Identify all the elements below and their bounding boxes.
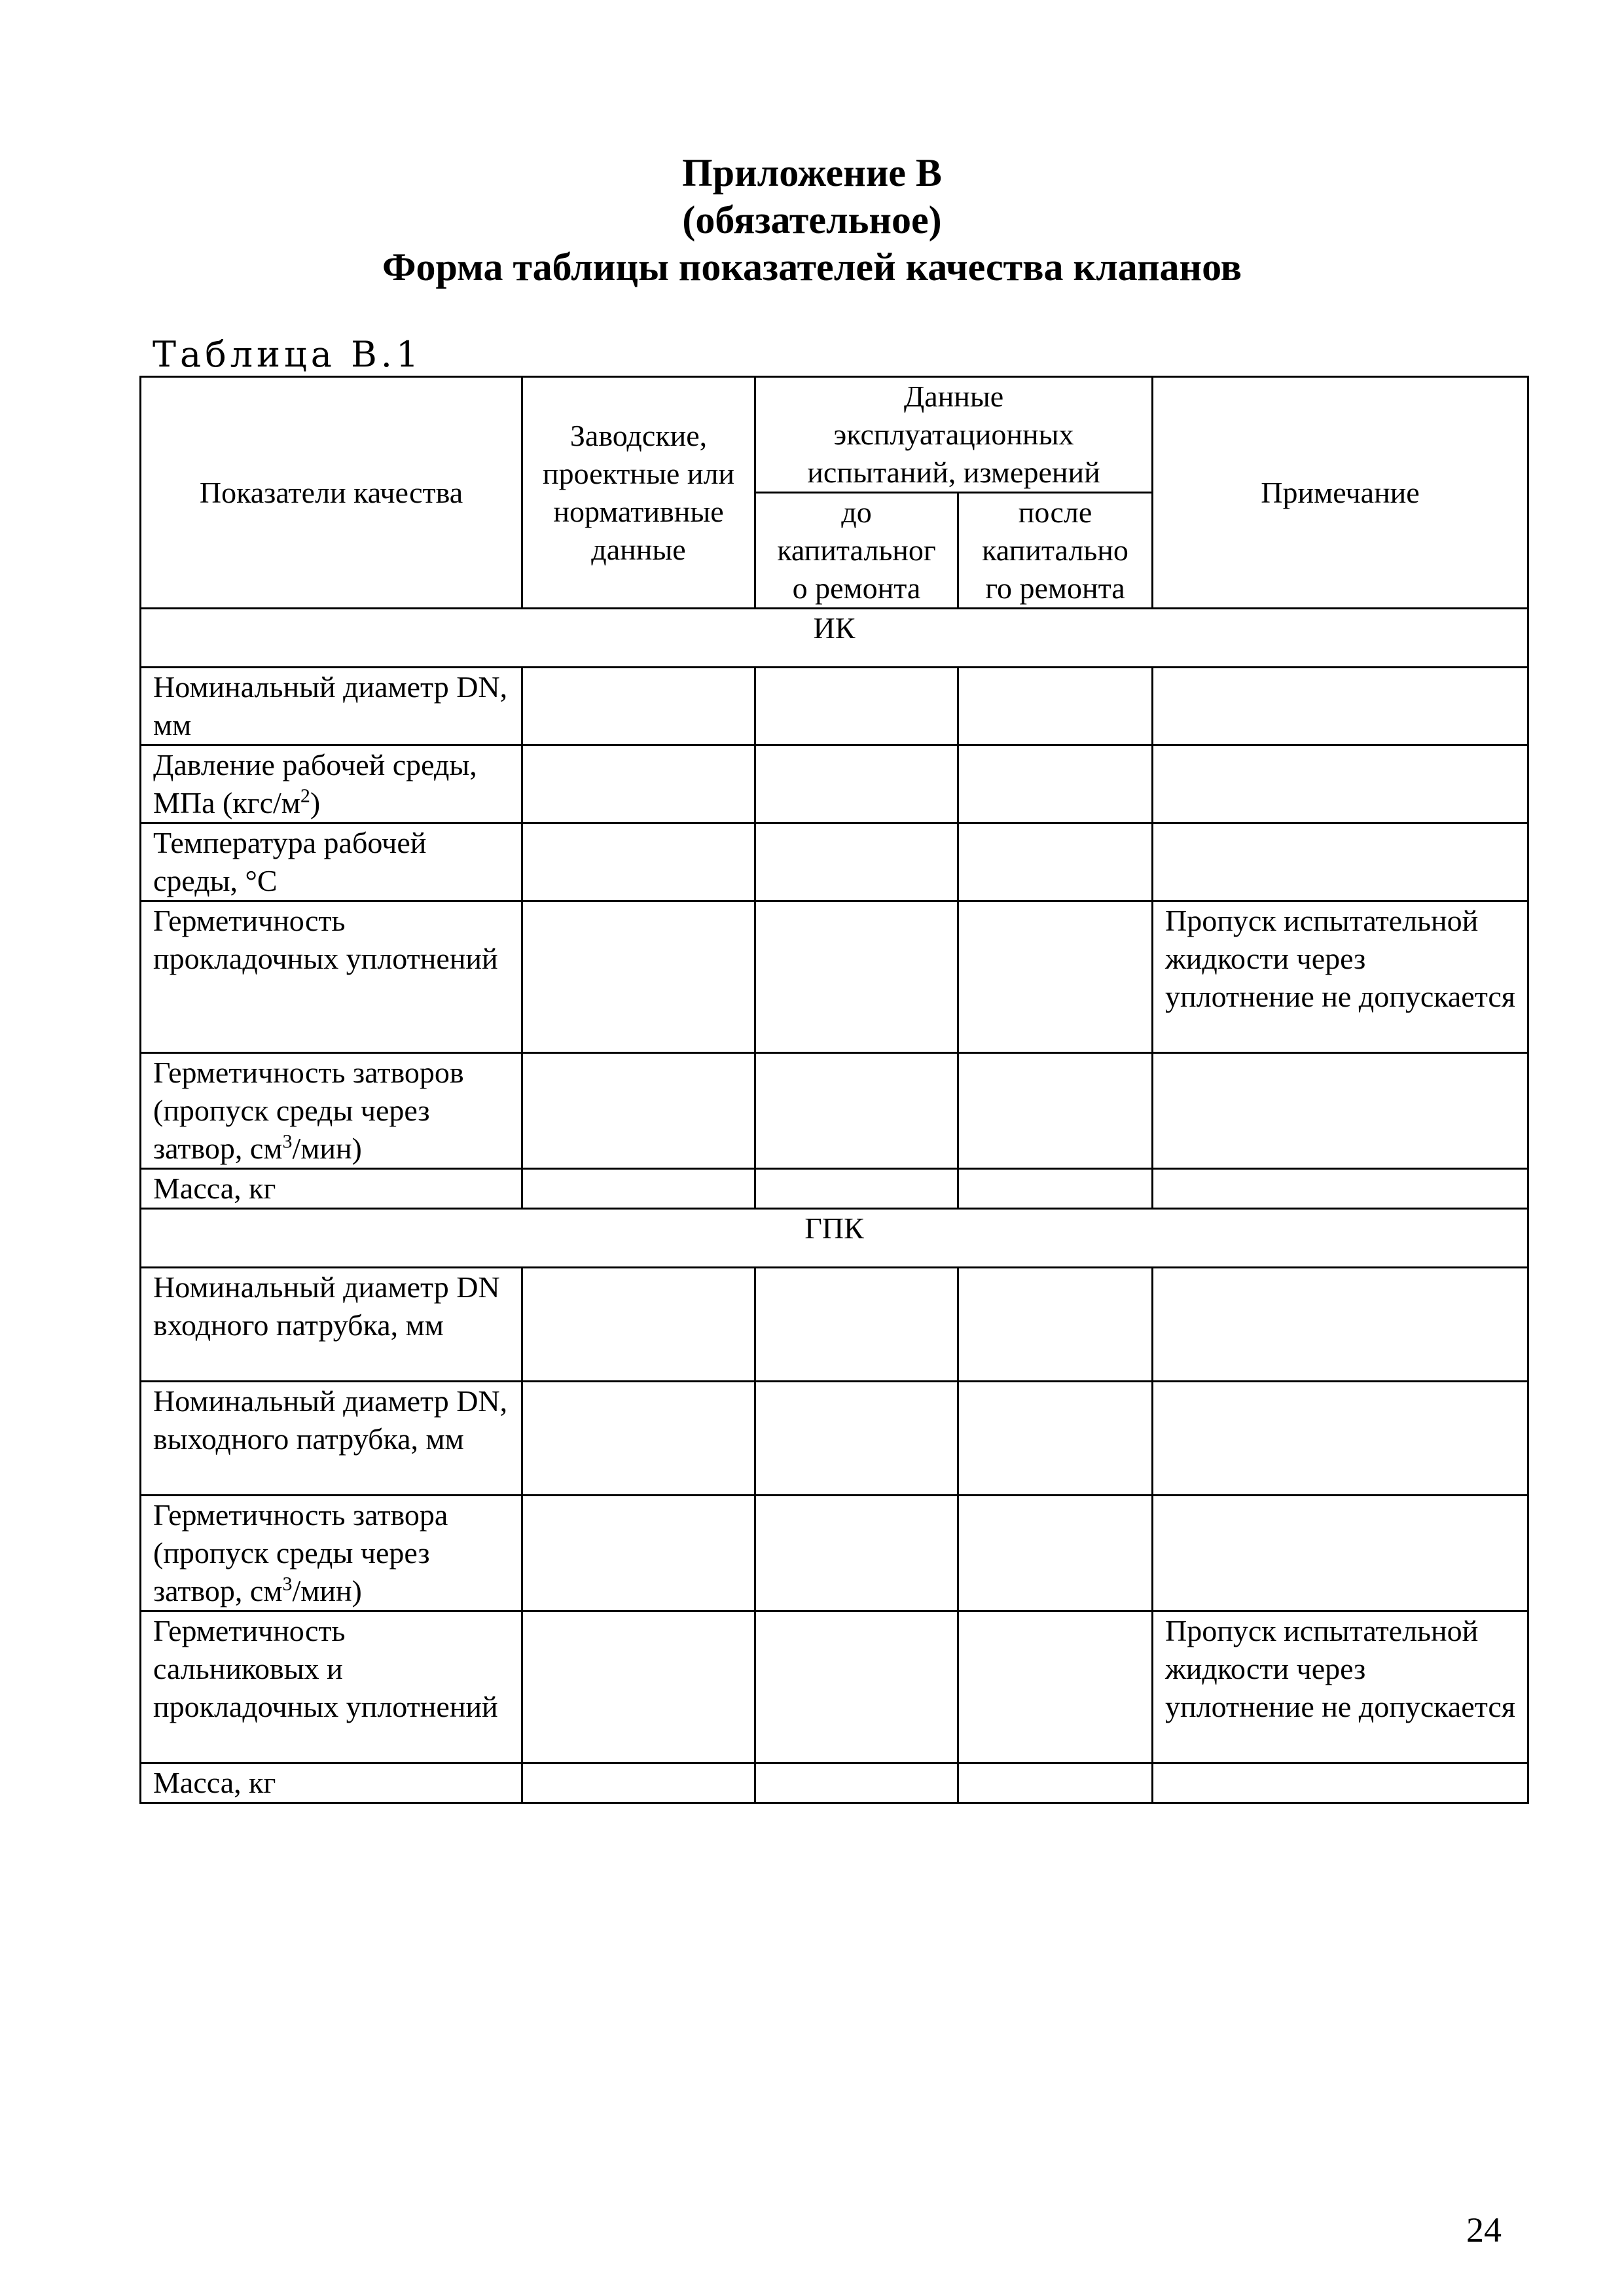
factory-value[interactable]	[522, 1382, 755, 1496]
note-cell	[1153, 1382, 1528, 1496]
table-caption: Таблица В.1	[153, 334, 423, 375]
note-cell	[1153, 1268, 1528, 1382]
row-label: Температура рабочей среды, °С	[141, 823, 522, 901]
factory-value[interactable]	[522, 1053, 755, 1169]
after-repair-value[interactable]	[958, 823, 1153, 901]
table-row	[141, 1382, 1528, 1496]
col-header-before-repair: до капитальног о ремонта	[755, 493, 958, 609]
appendix-title-line3: Форма таблицы показателей качества клапанов	[382, 245, 1242, 289]
appendix-title-line1: Приложение В	[682, 151, 942, 194]
table-row	[141, 1496, 1528, 1611]
before-repair-value[interactable]	[755, 1268, 958, 1382]
factory-value[interactable]	[522, 1763, 755, 1803]
before-repair-value[interactable]	[755, 901, 958, 1053]
row-label: Масса, кг	[141, 1169, 522, 1209]
after-repair-value[interactable]	[958, 1496, 1153, 1611]
table-row	[141, 823, 1528, 901]
after-repair-value[interactable]	[958, 1053, 1153, 1169]
col-header-quality: Показатели качества	[141, 377, 522, 609]
after-repair-value[interactable]	[958, 1382, 1153, 1496]
section-row	[141, 1209, 1528, 1268]
table-row	[141, 1169, 1528, 1209]
row-label-text-end: )	[310, 786, 321, 819]
note-cell: Пропуск испытательной жидкости через уплотнение не допускается	[1153, 1611, 1528, 1763]
factory-value[interactable]	[522, 1611, 755, 1763]
before-repair-value[interactable]	[755, 1763, 958, 1803]
row-label-text-end: /мин)	[292, 1574, 362, 1607]
row-label: Масса, кг	[141, 1763, 522, 1803]
note-cell	[1153, 745, 1528, 823]
row-label-superscript: 2	[300, 785, 310, 807]
note-cell	[1153, 1763, 1528, 1803]
table-row	[141, 901, 1528, 1053]
note-cell	[1153, 668, 1528, 745]
header-row	[141, 377, 1528, 493]
before-repair-value[interactable]	[755, 1611, 958, 1763]
before-repair-value[interactable]	[755, 1169, 958, 1209]
row-label: Номинальный диаметр DN, мм	[141, 668, 522, 745]
note-cell	[1153, 1169, 1528, 1209]
after-repair-value[interactable]	[958, 1763, 1153, 1803]
table-row	[141, 1268, 1528, 1382]
row-label-text: Герметичность затвора (пропуск среды через затвор, см	[153, 1498, 448, 1607]
after-repair-value[interactable]	[958, 1169, 1153, 1209]
row-label	[141, 1053, 522, 1169]
table-row	[141, 745, 1528, 823]
before-repair-value[interactable]	[755, 1053, 958, 1169]
before-repair-value[interactable]	[755, 823, 958, 901]
factory-value[interactable]	[522, 668, 755, 745]
table-row	[141, 668, 1528, 745]
row-label-superscript: 3	[282, 1573, 293, 1595]
table-row	[141, 1763, 1528, 1803]
appendix-title	[0, 149, 1624, 291]
row-label: Номинальный диаметр DN, выходного патрубка, мм	[141, 1382, 522, 1496]
after-repair-value[interactable]	[958, 745, 1153, 823]
col-header-factory: Заводские, проектные или нормативные данные	[522, 377, 755, 609]
note-cell	[1153, 1496, 1528, 1611]
row-label	[141, 745, 522, 823]
appendix-title-line2: (обязательное)	[682, 198, 942, 242]
col-header-after-repair: после капитально го ремонта	[958, 493, 1153, 609]
before-repair-value[interactable]	[755, 668, 958, 745]
row-label: Герметичность сальниковых и прокладочных уплотнений	[141, 1611, 522, 1763]
note-cell	[1153, 1053, 1528, 1169]
after-repair-value[interactable]	[958, 1611, 1153, 1763]
row-label-superscript: 3	[282, 1130, 293, 1153]
row-label: Номинальный диаметр DN входного патрубка, мм	[141, 1268, 522, 1382]
after-repair-value[interactable]	[958, 668, 1153, 745]
row-label: Герметичность прокладочных уплотнений	[141, 901, 522, 1053]
before-repair-value[interactable]	[755, 1382, 958, 1496]
before-repair-value[interactable]	[755, 1496, 958, 1611]
section-title: ИК	[141, 609, 1528, 668]
row-label	[141, 1496, 522, 1611]
table-row	[141, 1611, 1528, 1763]
page-number: 24	[1466, 2210, 1502, 2250]
factory-value[interactable]	[522, 823, 755, 901]
factory-value[interactable]	[522, 745, 755, 823]
factory-value[interactable]	[522, 1496, 755, 1611]
factory-value[interactable]	[522, 901, 755, 1053]
quality-table	[139, 376, 1529, 1804]
note-cell: Пропуск испытательной жидкости через уплотнение не допускается	[1153, 901, 1528, 1053]
after-repair-value[interactable]	[958, 901, 1153, 1053]
section-row	[141, 609, 1528, 668]
note-cell	[1153, 823, 1528, 901]
section-title: ГПК	[141, 1209, 1528, 1268]
row-label-text: Герметичность затворов (пропуск среды через затвор, см	[153, 1056, 464, 1165]
before-repair-value[interactable]	[755, 745, 958, 823]
factory-value[interactable]	[522, 1268, 755, 1382]
row-label-text: Давление рабочей среды, МПа (кгс/м	[153, 748, 477, 819]
col-header-operational: Данные эксплуатационных испытаний, измерений	[755, 377, 1153, 493]
after-repair-value[interactable]	[958, 1268, 1153, 1382]
row-label-text-end: /мин)	[292, 1132, 362, 1165]
factory-value[interactable]	[522, 1169, 755, 1209]
table-row	[141, 1053, 1528, 1169]
col-header-note: Примечание	[1153, 377, 1528, 609]
